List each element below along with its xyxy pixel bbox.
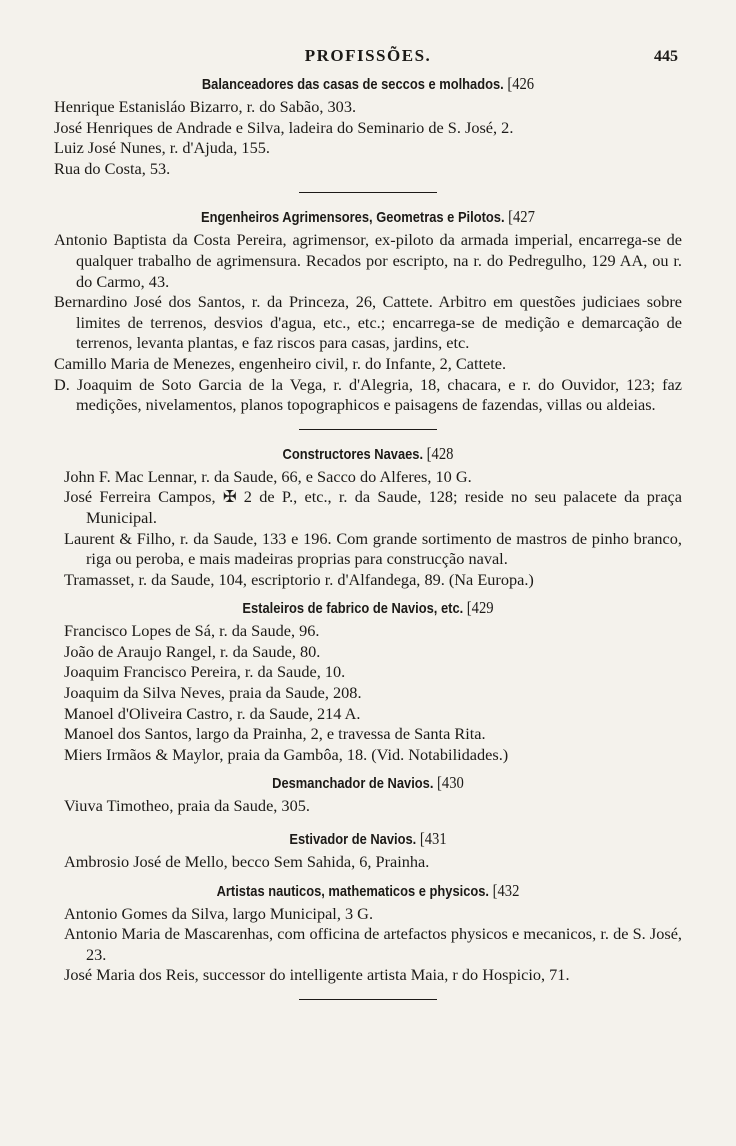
page-number: 445 xyxy=(654,48,678,65)
section-title xyxy=(98,771,638,796)
section-title-text: Estivador de Navios. xyxy=(289,831,417,849)
section-title xyxy=(98,442,638,467)
list-item: Antonio Gomes da Silva, largo Municipal, 3 G. xyxy=(64,903,374,923)
section-number: [426 xyxy=(507,74,535,93)
list-item: Rua do Costa, 53. xyxy=(54,158,171,178)
section-title xyxy=(98,596,638,621)
list-item: Joaquim Francisco Pereira, r. da Saude, 10. xyxy=(64,662,346,682)
section-title xyxy=(98,879,638,904)
section-title-text: Balanceadores das casas de seccos e molhados. xyxy=(201,76,504,93)
entry-list xyxy=(54,796,682,817)
list-item: Manoel d'Oliveira Castro, r. da Saude, 214 A. xyxy=(64,703,361,723)
page-header xyxy=(0,44,736,68)
section-desmanchador xyxy=(54,771,682,817)
section-title-text: Engenheiros Agrimensores, Geometras e Pilotos. xyxy=(201,209,505,227)
list-item: Viuva Timotheo, praia da Saude, 305. xyxy=(64,796,310,816)
section-artistas xyxy=(54,879,682,986)
section-number: [429 xyxy=(466,598,494,618)
list-item: Francisco Lopes de Sá, r. da Saude, 96. xyxy=(64,621,320,641)
entry-list xyxy=(54,852,682,873)
entry-list xyxy=(54,621,682,765)
section-divider xyxy=(299,429,437,430)
section-constructores xyxy=(54,442,682,591)
section-number: [432 xyxy=(492,880,520,900)
entry-list xyxy=(54,97,682,179)
section-divider xyxy=(299,999,437,1000)
list-item: José Ferreira Campos, ✠ 2 de P., etc., r. da Saude, 128; reside no seu palacete da praça Municipal. xyxy=(64,487,682,527)
list-item: José Maria dos Reis, successor do intelligente artista Maia, r do Hospicio, 71. xyxy=(64,965,570,985)
section-number: [431 xyxy=(419,829,447,849)
section-title-text: Artistas nauticos, mathematicos e physicos. xyxy=(216,882,490,900)
page-title: PROFISSÕES. xyxy=(304,46,432,65)
list-item: Camillo Maria de Menezes, engenheiro civil, r. do Infante, 2, Cattete. xyxy=(54,353,507,373)
section-title-text: Desmanchador de Navios. xyxy=(272,775,434,793)
list-item: Antonio Maria de Mascarenhas, com officina de artefactos physicos e mecanicos, r. de S. José, 23. xyxy=(64,924,682,964)
section-title xyxy=(98,72,638,97)
list-item: John F. Mac Lennar, r. da Saude, 66, e Sacco do Alferes, 10 G. xyxy=(64,466,472,486)
section-estaleiros xyxy=(54,596,682,765)
section-number: [428 xyxy=(426,443,454,463)
list-item: Joaquim da Silva Neves, praia da Saude, 208. xyxy=(64,683,362,703)
list-item: D. Joaquim de Soto Garcia de la Vega, r. d'Alegria, 18, chacara, e r. do Ouvidor, 123; faz medições, nivelamentos, planos topographicos e paisagens de fazendas, villas ou aldeias. xyxy=(54,374,682,415)
list-item: Henrique Estanisláo Bizarro, r. do Sabão, 303. xyxy=(54,97,357,116)
entry-list xyxy=(54,904,682,986)
section-number: [427 xyxy=(508,207,535,227)
list-item: Tramasset, r. da Saude, 104, escriptorio r. d'Alfandega, 89. (Na Europa.) xyxy=(64,569,534,589)
entry-list xyxy=(54,467,682,591)
section-title-text: Estaleiros de fabrico de Navios, etc. xyxy=(242,600,464,618)
list-item: José Henriques de Andrade e Silva, ladeira do Seminario de S. José, 2. xyxy=(54,117,514,137)
list-item: Luiz José Nunes, r. d'Ajuda, 155. xyxy=(54,138,270,158)
section-title xyxy=(98,827,638,852)
section-divider xyxy=(299,192,437,193)
list-item: João de Araujo Rangel, r. da Saude, 80. xyxy=(64,641,321,661)
list-item: Ambrosio José de Mello, becco Sem Sahida, 6, Prainha. xyxy=(64,852,430,872)
list-item: Laurent & Filho, r. da Saude, 133 e 196. Com grande sortimento de mastros de pinho branco, riga ou peroba, e mais madeiras proprias para construcção naval. xyxy=(64,528,682,569)
list-item: Manoel dos Santos, largo da Prainha, 2, e travessa de Santa Rita. xyxy=(64,724,486,744)
page-content xyxy=(54,72,682,1012)
section-number: [430 xyxy=(437,773,464,793)
list-item: Bernardino José dos Santos, r. da Princeza, 26, Cattete. Arbitro em questões judiciaes sobre limites de terrenos, desvios d'agua, etc., etc.; encarrega-se de medição e demarcação de terrenos, levanta plantas, e faz riscos para casas, jardins, etc. xyxy=(54,292,682,353)
section-estivador xyxy=(54,827,682,873)
list-item: Miers Irmãos & Maylor, praia da Gambôa, 18. (Vid. Notabilidades.) xyxy=(64,744,509,764)
section-balanceadores xyxy=(54,72,682,179)
list-item: Antonio Baptista da Costa Pereira, agrimensor, ex-piloto da armada imperial, encarrega-se de qualquer trabalho de agrimensura. Recados por escripto, na r. do Pedregulho, 129 AA, ou r. do Carmo, 43. xyxy=(54,230,682,291)
entry-list xyxy=(54,230,682,415)
section-engenheiros xyxy=(54,205,682,415)
section-title xyxy=(98,205,638,230)
section-title-text: Constructores Navaes. xyxy=(282,445,424,463)
